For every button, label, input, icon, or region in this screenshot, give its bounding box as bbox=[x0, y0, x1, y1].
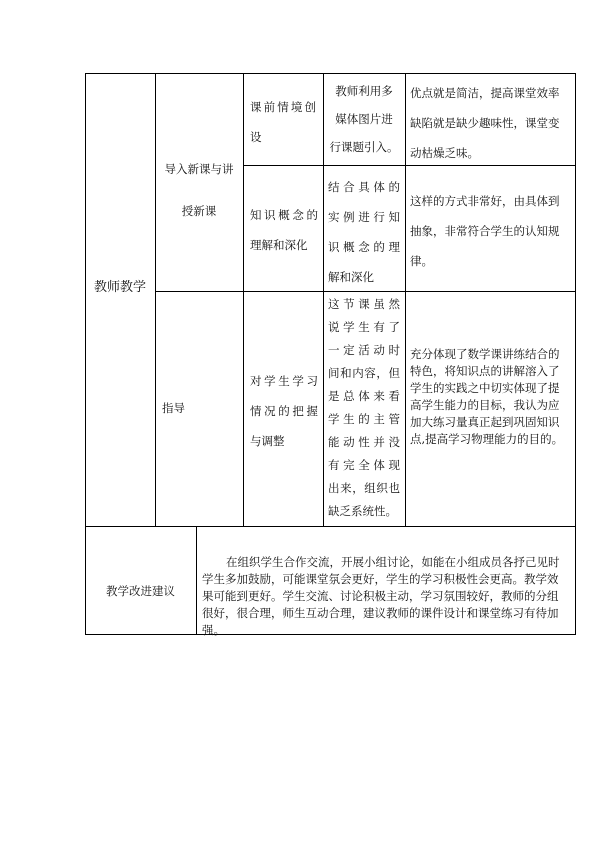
suggestion-text: 在组织学生合作交流，开展小组讨论，如能在小组成员各抒己见时 学生多加鼓励，可能课堂氛会更好，学生的学习积极性会更高。教学效 果可能到更好。学生交流、讨论积极主动，学习氛围较好，教师的分组 很好，很合理，师生互动合理，建议教师的课件设计和课堂练习有待加 强。 bbox=[202, 555, 560, 637]
method-cell: 这节课虽然 说学生有了 一定活动时 间和内容，但 是总体来看 学生的主管 能动性并没 有完全体现 出来，组织也 缺乏系统性。 bbox=[328, 297, 400, 518]
aspect-cell: 知识概念的 理解和深化 bbox=[250, 208, 318, 252]
method-cell: 结合具体的 实例进行知 识概念的理 解和深化 bbox=[328, 180, 400, 284]
comment-cell: 这样的方式非常好，由具体到 抽象，非常符合学生的认知规 律。 bbox=[410, 194, 560, 268]
aspect-cell: 课前情境创 设 bbox=[250, 100, 316, 144]
comment-cell: 充分体现了数学课讲练结合的 特色，将知识点的讲解溶入了 学生的实践之中切实体现了提 高学生能力的目标，我认为应 加大练习量真正起到巩固知识 点,提高学习物理能力的目的。 bbox=[410, 347, 564, 446]
aspect-cell: 对学生学习 情况的把握 与调整 bbox=[250, 374, 318, 448]
suggestion-label: 教学改进建议 bbox=[106, 584, 175, 598]
section-divider bbox=[85, 526, 575, 527]
section-label: 教师教学 bbox=[93, 280, 146, 295]
suggestion-divider bbox=[196, 526, 197, 635]
column-divider bbox=[155, 73, 156, 527]
table-border-right bbox=[575, 73, 576, 635]
table-border-top bbox=[85, 73, 575, 74]
category-cell: 导入新课与讲 授新课 bbox=[164, 162, 234, 218]
table-border-left bbox=[85, 73, 86, 635]
category-cell: 指导 bbox=[162, 401, 185, 415]
column-divider bbox=[243, 73, 244, 527]
comment-cell: 优点就是简洁，提高课堂效率 缺陷就是缺少趣味性，课堂变 动枯燥乏味。 bbox=[410, 86, 560, 160]
method-cell: 教师利用多 媒体图片进 行课题引入。 bbox=[329, 84, 399, 154]
column-divider bbox=[405, 73, 406, 527]
